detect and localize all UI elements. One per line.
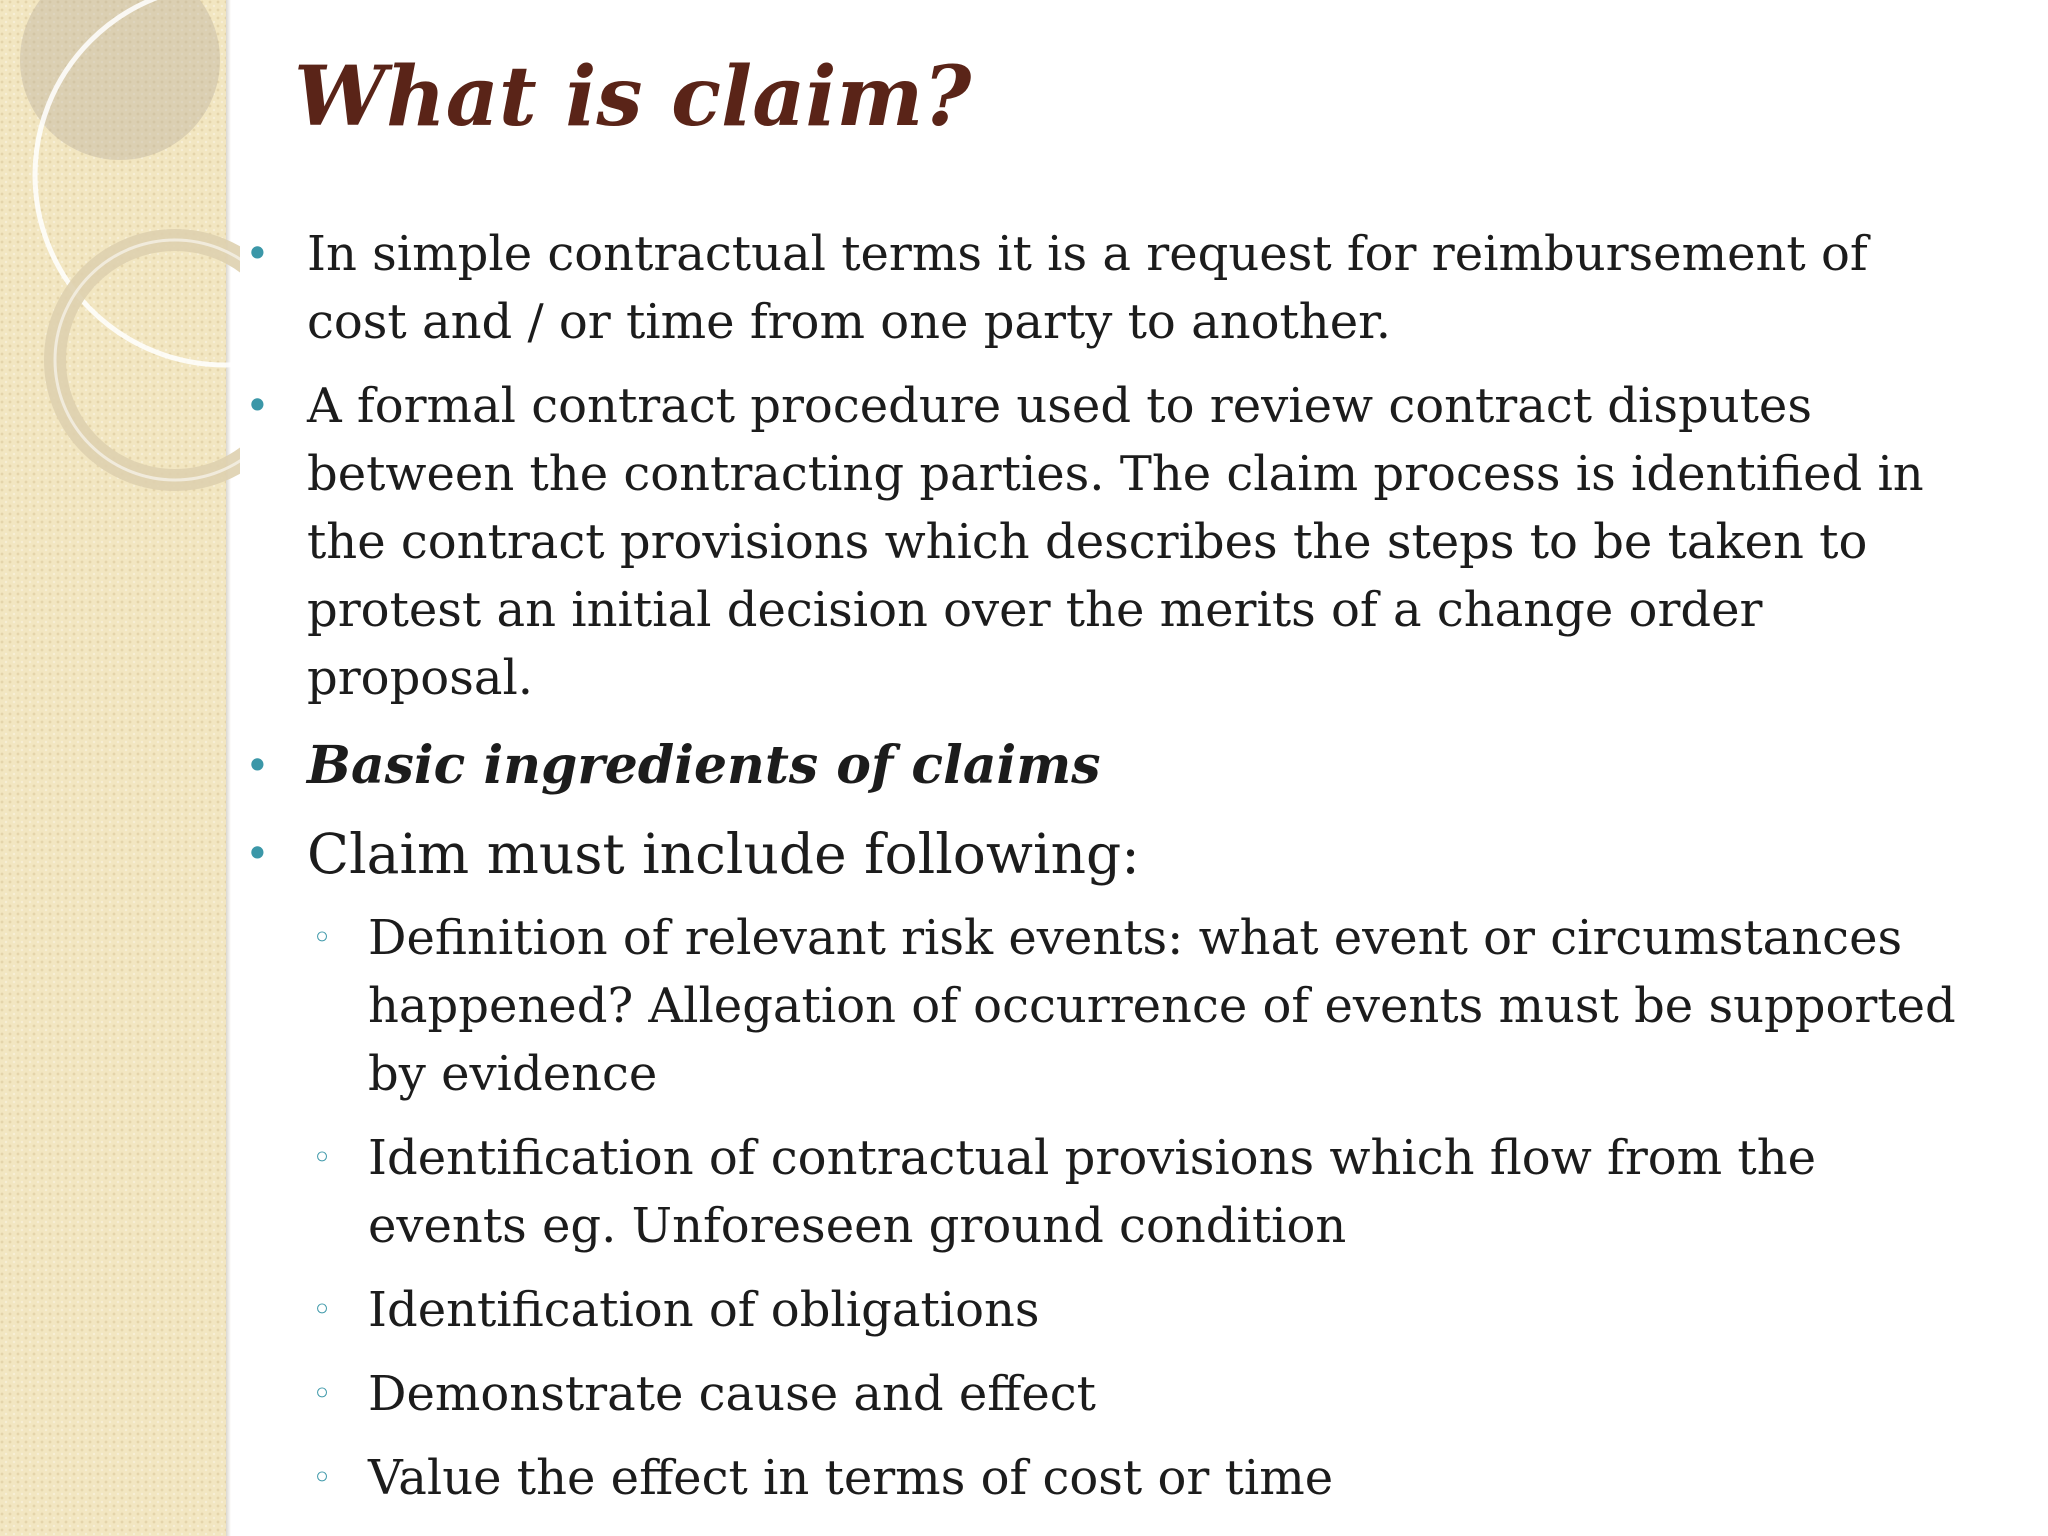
bullet-dot-icon: • (245, 741, 270, 790)
bullet-item-heading (240, 728, 1980, 804)
sub-bullet-ring-icon: ◦ (312, 918, 333, 958)
sub-bullet-item (240, 904, 1980, 1108)
sub-bullet-item (240, 1444, 1980, 1512)
slide-content (240, 220, 1980, 1528)
sub-bullet-text: Definition of relevant risk events: what event or circumstances happened? Allegation of occurrence of events must be supported by evidence (368, 910, 1956, 1102)
bullet-item (240, 220, 1980, 356)
sub-bullet-item (240, 1360, 1980, 1428)
bullet-text: Claim must include following: (307, 822, 1140, 886)
bullet-text: In simple contractual terms it is a request for reimbursement of cost and / or time from one party to another. (307, 226, 1868, 350)
slide-title: What is claim? (294, 49, 972, 145)
sub-bullet-item (240, 1124, 1980, 1260)
bullet-text: Basic ingredients of claims (307, 735, 1101, 796)
bullet-text: A formal contract procedure used to review contract disputes between the contracting parties. The claim process is identified in the contract provisions which describes the steps to be taken to protest an initial decision over the merits of a change order proposal. (307, 378, 1924, 706)
bullet-item (240, 372, 1980, 712)
bullet-dot-icon: • (245, 829, 270, 878)
sub-bullet-ring-icon: ◦ (312, 1458, 333, 1498)
sub-bullet-item (240, 1276, 1980, 1344)
decorative-circles (0, 0, 240, 520)
sub-bullet-ring-icon: ◦ (312, 1290, 333, 1330)
sub-bullet-ring-icon: ◦ (312, 1138, 333, 1178)
sub-bullet-text: Value the effect in terms of cost or time (368, 1450, 1334, 1506)
decor-thick-ring (55, 240, 240, 480)
bullet-dot-icon: • (245, 229, 270, 278)
sub-bullet-text: Identification of obligations (368, 1282, 1040, 1338)
bullet-dot-icon: • (245, 381, 270, 430)
decor-filled-circle (20, 0, 220, 160)
sub-bullet-text: Demonstrate cause and effect (368, 1366, 1096, 1422)
sub-bullet-text: Identification of contractual provisions which flow from the events eg. Unforeseen ground condition (368, 1130, 1817, 1254)
sub-bullet-ring-icon: ◦ (312, 1374, 333, 1414)
bullet-item (240, 816, 1980, 892)
